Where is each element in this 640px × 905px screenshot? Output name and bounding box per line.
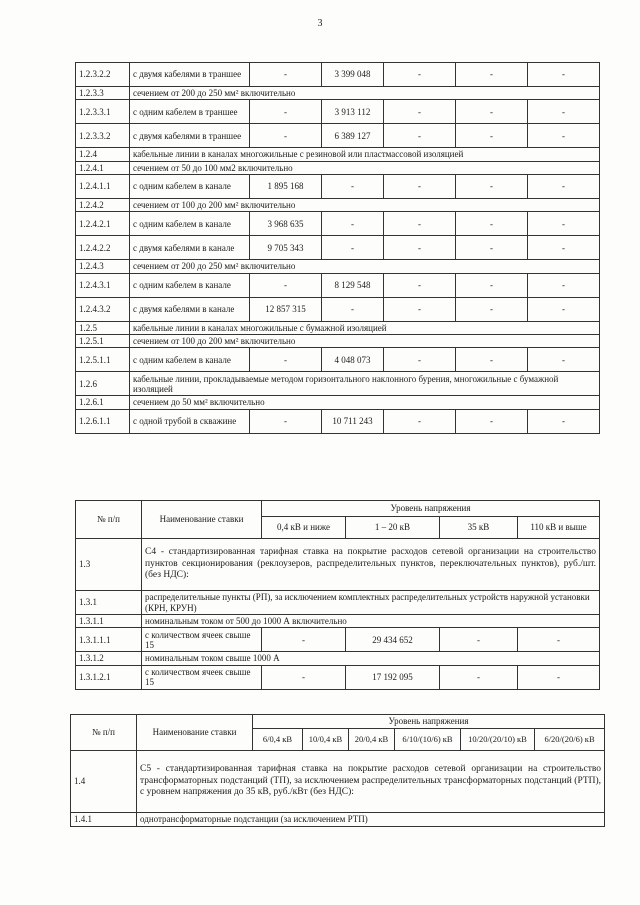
table-row xyxy=(76,260,600,273)
table-row xyxy=(76,348,600,372)
table-row xyxy=(76,63,600,87)
table-row xyxy=(76,100,600,124)
rate-value: - xyxy=(384,348,456,372)
rate-value: 3 913 112 xyxy=(322,100,384,124)
voltage-level-header: 10/20/(20/10) кВ xyxy=(461,729,535,751)
table-row xyxy=(76,539,600,591)
rate-name: с двумя кабелями в канале xyxy=(130,236,250,260)
row-number: 1.2.5.1 xyxy=(76,335,130,348)
rate-value: - xyxy=(528,409,600,433)
row-number: 1.2.4 xyxy=(76,148,130,161)
row-number: 1.2.6 xyxy=(76,372,130,396)
subsection-title: номинальным током свыше 1000 А xyxy=(142,652,600,665)
rate-value: - xyxy=(456,124,528,148)
row-number: 1.2.4.1 xyxy=(76,161,130,174)
rate-value: 29 434 652 xyxy=(346,628,440,652)
table-row xyxy=(76,628,600,652)
table-row xyxy=(76,236,600,260)
subsection-title: сечением от 100 до 200 мм² включительно xyxy=(130,199,600,212)
row-number: 1.3 xyxy=(76,539,142,591)
row-number: 1.2.4.1.1 xyxy=(76,175,130,199)
page-number: 3 xyxy=(317,18,323,29)
table-row xyxy=(76,297,600,321)
rate-value: - xyxy=(322,297,384,321)
rate-value: - xyxy=(322,212,384,236)
col-header-rate-name: Наименование ставки xyxy=(137,715,253,751)
rate-name: с одной трубой в скважине xyxy=(130,409,250,433)
rate-value: - xyxy=(440,665,518,689)
cable-lines-rate-table xyxy=(75,62,600,434)
rate-value: 3 399 048 xyxy=(322,63,384,87)
table-row xyxy=(76,615,600,628)
table-row xyxy=(76,212,600,236)
table-row xyxy=(76,175,600,199)
row-number: 1.2.4.2 xyxy=(76,199,130,212)
rate-value: - xyxy=(250,100,322,124)
row-number: 1.2.4.3.2 xyxy=(76,297,130,321)
rate-value: 1 895 168 xyxy=(250,175,322,199)
table-row xyxy=(71,751,605,813)
rate-value: - xyxy=(250,273,322,297)
rate-name: с одним кабелем в канале xyxy=(130,348,250,372)
rate-name: с количеством ячеек свыше 15 xyxy=(142,628,262,652)
table-row xyxy=(76,335,600,348)
rate-name: с одним кабелем в канале xyxy=(130,212,250,236)
rate-value: - xyxy=(456,348,528,372)
table-row xyxy=(76,591,600,615)
rate-value: - xyxy=(528,297,600,321)
rate-value: - xyxy=(322,236,384,260)
rate-value: - xyxy=(250,124,322,148)
rate-name: с количеством ячеек свыше 15 xyxy=(142,665,262,689)
rate-name: с двумя кабелями в траншее xyxy=(130,124,250,148)
subsection-title: сечением от 50 до 100 мм2 включительно xyxy=(130,161,600,174)
row-number: 1.3.1.2 xyxy=(76,652,142,665)
table-row xyxy=(76,372,600,396)
rate-name: с двумя кабелями в траншее xyxy=(130,63,250,87)
rate-value: - xyxy=(250,348,322,372)
rate-value: - xyxy=(384,100,456,124)
table-row xyxy=(76,321,600,334)
voltage-level-header: 35 кВ xyxy=(440,517,518,539)
rate-name: с одним кабелем в канале xyxy=(130,175,250,199)
rate-value: - xyxy=(384,297,456,321)
row-number: 1.2.6.1.1 xyxy=(76,409,130,433)
rate-value: - xyxy=(518,665,600,689)
rate-value: - xyxy=(384,273,456,297)
rate-value: - xyxy=(456,212,528,236)
row-number: 1.2.3.3 xyxy=(76,87,130,100)
rate-value: 8 129 548 xyxy=(322,273,384,297)
row-number: 1.4.1 xyxy=(71,813,137,827)
row-number: 1.2.3.2.2 xyxy=(76,63,130,87)
sectioning-points-rate-table xyxy=(75,500,600,690)
subsection-title: распределительные пункты (РП), за исключением комплектных распределительных устройств наружной установки (КРН, КРУН) xyxy=(142,591,600,615)
col-header-rate-name: Наименование ставки xyxy=(142,501,262,539)
transformer-substations-rate-table xyxy=(70,714,605,827)
rate-value: - xyxy=(528,212,600,236)
rate-value: - xyxy=(262,665,346,689)
row-number: 1.2.4.2.1 xyxy=(76,212,130,236)
subsection-title: сечением от 200 до 250 мм² включительно xyxy=(130,87,600,100)
rate-value: - xyxy=(456,175,528,199)
rate-value: 9 705 343 xyxy=(250,236,322,260)
rate-value: - xyxy=(528,273,600,297)
row-number: 1.2.4.3.1 xyxy=(76,273,130,297)
rate-value: 3 968 635 xyxy=(250,212,322,236)
table-row xyxy=(76,409,600,433)
table-row xyxy=(76,273,600,297)
row-number: 1.3.1.1 xyxy=(76,615,142,628)
rate-value: 4 048 073 xyxy=(322,348,384,372)
subsection-title: сечением до 50 мм² включительно xyxy=(130,396,600,409)
rate-value: - xyxy=(528,100,600,124)
rate-value: 12 857 315 xyxy=(250,297,322,321)
table-row xyxy=(76,665,600,689)
rate-value: - xyxy=(322,175,384,199)
row-number: 1.3.1.2.1 xyxy=(76,665,142,689)
row-number: 1.3.1.1.1 xyxy=(76,628,142,652)
row-number: 1.2.5 xyxy=(76,321,130,334)
rate-name: с двумя кабелями в канале xyxy=(130,297,250,321)
rate-value: - xyxy=(384,175,456,199)
rate-value: - xyxy=(456,63,528,87)
subsection-title: однотрансформаторные подстанции (за исключением РТП) xyxy=(137,813,605,827)
voltage-level-header: 6/0,4 кВ xyxy=(253,729,303,751)
rate-value: - xyxy=(384,236,456,260)
subsection-title: сечением от 100 до 200 мм² включительно xyxy=(130,335,600,348)
row-number: 1.2.6.1 xyxy=(76,396,130,409)
rate-section-title: С5 - стандартизированная тарифная ставка на покрытие расходов сетевой организации на строительство трансформаторных подстанций (ТП), за исключением распределительных трансформаторных подстанций (РТП), с уровнем напряжения до 35 кВ, руб./кВт (без НДС): xyxy=(137,751,605,813)
rate-value: - xyxy=(456,297,528,321)
table-row xyxy=(76,161,600,174)
rate-value: - xyxy=(528,124,600,148)
rate-value: 6 389 127 xyxy=(322,124,384,148)
rate-name: с одним кабелем в траншее xyxy=(130,100,250,124)
subsection-title: кабельные линии в каналах многожильные с бумажной изоляцией xyxy=(130,321,600,334)
table-row xyxy=(76,124,600,148)
rate-value: - xyxy=(528,236,600,260)
rate-name: с одним кабелем в канале xyxy=(130,273,250,297)
row-number: 1.2.4.2.2 xyxy=(76,236,130,260)
voltage-level-header: 6/20/(20/6) кВ xyxy=(535,729,605,751)
table-row xyxy=(76,199,600,212)
voltage-level-header: 6/10/(10/6) кВ xyxy=(395,729,461,751)
subsection-title: номинальным током от 500 до 1000 А включительно xyxy=(142,615,600,628)
table-row xyxy=(76,396,600,409)
rate-value: - xyxy=(262,628,346,652)
rate-value: - xyxy=(250,63,322,87)
rate-value: - xyxy=(384,124,456,148)
row-number: 1.2.5.1.1 xyxy=(76,348,130,372)
voltage-level-header: 20/0,4 кВ xyxy=(349,729,395,751)
row-number: 1.2.3.3.1 xyxy=(76,100,130,124)
row-number: 1.2.4.3 xyxy=(76,260,130,273)
rate-value: - xyxy=(384,63,456,87)
table-row xyxy=(76,652,600,665)
rate-value: - xyxy=(456,273,528,297)
rate-value: - xyxy=(384,212,456,236)
rate-value: 10 711 243 xyxy=(322,409,384,433)
voltage-level-header: 110 кВ и выше xyxy=(518,517,600,539)
rate-value: 17 192 095 xyxy=(346,665,440,689)
rate-value: - xyxy=(528,348,600,372)
row-number: 1.2.3.3.2 xyxy=(76,124,130,148)
col-header-number: № п/п xyxy=(76,501,142,539)
rate-value: - xyxy=(518,628,600,652)
subsection-title: кабельные линии в каналах многожильные с резиновой или пластмассовой изоляцией xyxy=(130,148,600,161)
rate-value: - xyxy=(528,63,600,87)
row-number: 1.4 xyxy=(71,751,137,813)
table-row xyxy=(71,813,605,827)
rate-value: - xyxy=(440,628,518,652)
voltage-level-header: 1 – 20 кВ xyxy=(346,517,440,539)
col-header-voltage-level: Уровень напряжения xyxy=(262,501,600,517)
voltage-level-header: 0,4 кВ и ниже xyxy=(262,517,346,539)
rate-section-title: С4 - стандартизированная тарифная ставка на покрытие расходов сетевой организации на строительство пунктов секционирования (реклоузеров, распределительных пунктов, переключательных пунктов), руб./шт. (без НДС): xyxy=(142,539,600,591)
rate-value: - xyxy=(456,236,528,260)
subsection-title: кабельные линии, прокладываемые методом горизонтального наклонного бурения, многожильные с бумажной изоляцией xyxy=(130,372,600,396)
rate-value: - xyxy=(384,409,456,433)
table-row xyxy=(76,148,600,161)
subsection-title: сечением от 200 до 250 мм² включительно xyxy=(130,260,600,273)
rate-value: - xyxy=(456,409,528,433)
rate-value: - xyxy=(528,175,600,199)
voltage-level-header: 10/0,4 кВ xyxy=(303,729,349,751)
col-header-number: № п/п xyxy=(71,715,137,751)
row-number: 1.3.1 xyxy=(76,591,142,615)
table-row xyxy=(76,87,600,100)
col-header-voltage-level: Уровень напряжения xyxy=(253,715,605,729)
rate-value: - xyxy=(250,409,322,433)
rate-value: - xyxy=(456,100,528,124)
